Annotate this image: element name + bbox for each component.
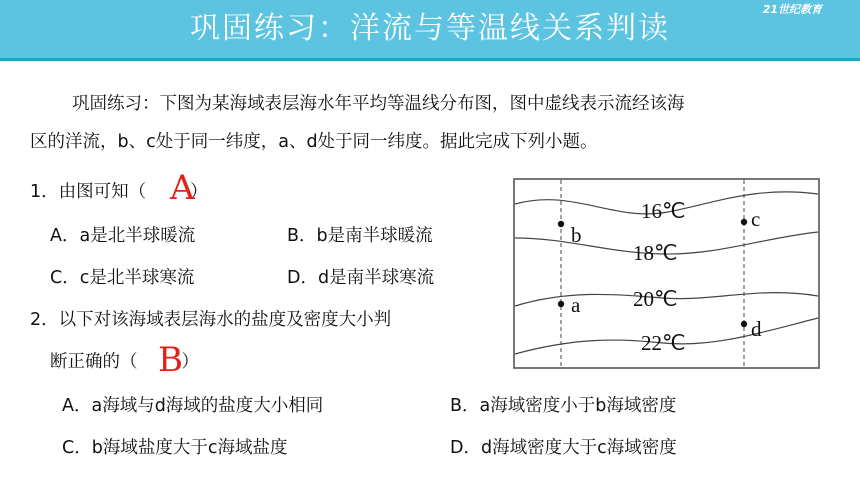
- q1-stem-text: 1．由图可知（: [30, 182, 147, 202]
- point-c-label: c: [751, 207, 761, 231]
- q2-answer: B: [158, 340, 183, 380]
- q1-option-c: C．c是北半球寒流: [50, 268, 195, 288]
- intro-line-1: 巩固练习：下图为某海域表层海水年平均等温线分布图，图中虚线表示流经该海: [72, 94, 685, 114]
- q2-stem-close: ）: [181, 352, 199, 372]
- point-d-label: d: [751, 317, 762, 341]
- header-divider: [0, 58, 860, 61]
- q1-answer: A: [170, 168, 195, 208]
- point-d-marker: [741, 321, 747, 327]
- point-c-marker: [741, 219, 747, 225]
- point-b-label: b: [571, 223, 582, 247]
- q2-option-d: D．d海域密度大于c海域密度: [450, 438, 677, 458]
- q2-option-a: A．a海域与d海域的盐度大小相同: [62, 396, 324, 416]
- isotherm-label-16: 16℃: [641, 199, 686, 223]
- isotherm-diagram: [513, 178, 820, 369]
- q2-stem-text: 断正确的（: [50, 352, 138, 372]
- q1-option-d: D．d是南半球寒流: [287, 268, 435, 288]
- q1-option-b: B．b是南半球暖流: [287, 226, 433, 246]
- point-a-marker: [558, 301, 564, 307]
- q1-stem-close: ）: [190, 182, 208, 202]
- page-title: 巩固练习：洋流与等温线关系判读: [190, 11, 670, 46]
- q2-stem-line-1: 2．以下对该海域表层海水的盐度及密度大小判: [30, 310, 392, 330]
- q2-option-b: B．a海域密度小于b海域密度: [450, 396, 677, 416]
- isotherm-label-22: 22℃: [641, 331, 686, 355]
- isotherm-label-18: 18℃: [633, 241, 678, 265]
- brand-logo: 21世纪教育: [762, 3, 822, 16]
- q1-option-a: A．a是北半球暖流: [50, 226, 196, 246]
- isotherm-label-20: 20℃: [633, 287, 678, 311]
- point-a-label: a: [571, 293, 581, 317]
- point-b-marker: [558, 221, 564, 227]
- q2-option-c: C．b海域盐度大于c海域盐度: [62, 438, 288, 458]
- intro-line-2: 区的洋流，b、c处于同一纬度，a、d处于同一纬度。据此完成下列小题。: [30, 132, 598, 152]
